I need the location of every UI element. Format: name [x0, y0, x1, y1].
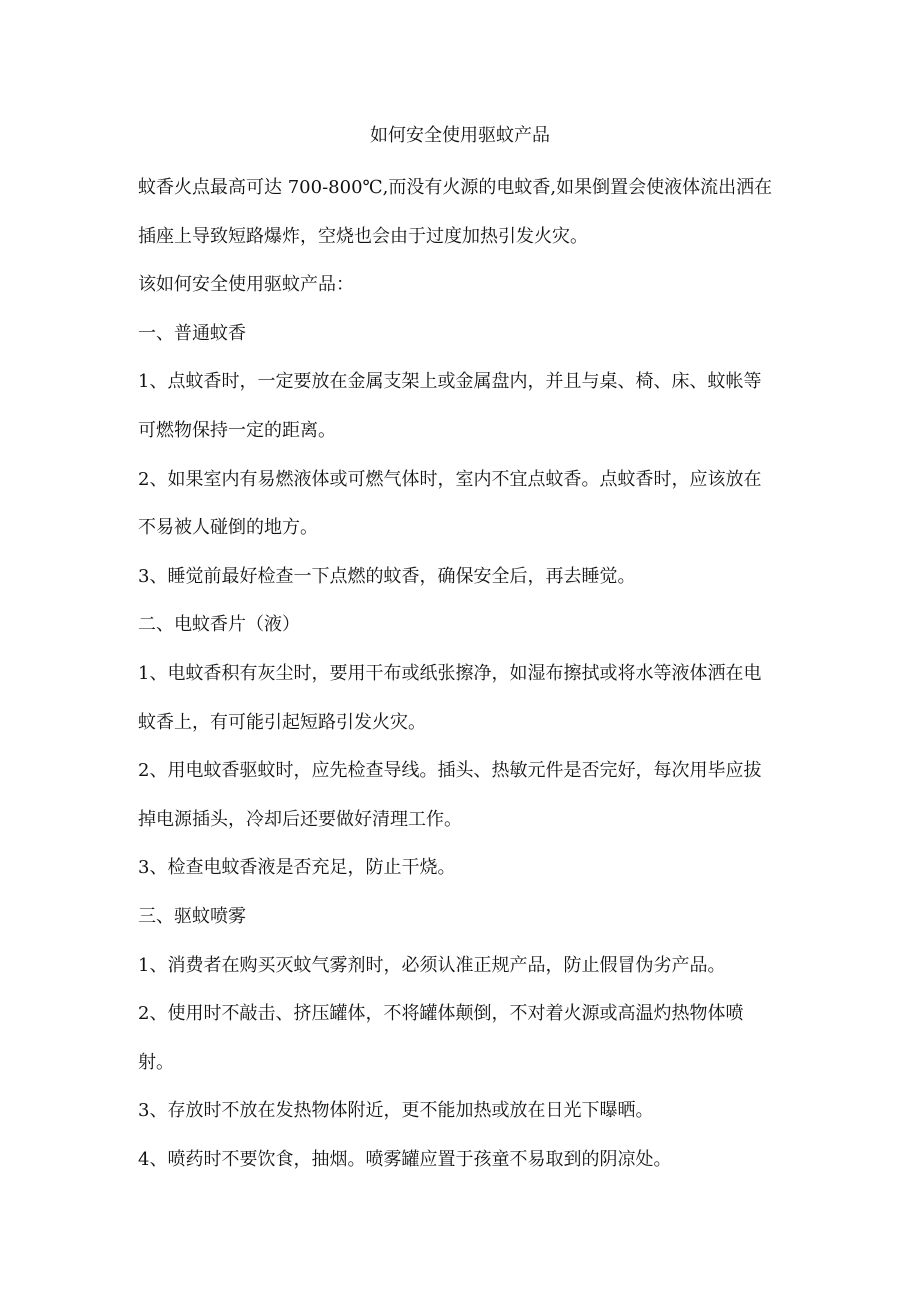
- list-item: [138, 650, 783, 747]
- section-heading-3: [138, 893, 783, 942]
- paragraph-line: 二、电蚊香片（液）: [138, 614, 300, 636]
- paragraph-line: 蚊香火点最高可达 700-800℃,而没有火源的电蚊香,如果倒置会使液体流出洒在: [138, 177, 773, 198]
- list-item: [138, 1087, 783, 1136]
- paragraph-line: 2、用电蚊香驱蚊时，应先检查导线。插头、热敏元件是否完好，每次用毕应拔: [138, 760, 762, 782]
- paragraph-line: 1、消费者在购买灭蚊气雾剂时，必须认准正规产品，防止假冒伪劣产品。: [138, 954, 726, 976]
- document-body: [138, 164, 783, 1184]
- section-heading-1: [138, 310, 783, 359]
- paragraph-line: 1、电蚊香积有灰尘时，要用干布或纸张擦净，如湿布擦拭或将水等液体洒在电: [138, 662, 762, 684]
- list-item: [138, 990, 783, 1087]
- paragraph-line: 2、使用时不敲击、挤压罐体，不将罐体颠倒，不对着火源或高温灼热物体喷: [138, 1003, 744, 1025]
- paragraph-question: [138, 261, 783, 310]
- paragraph-line: 插座上导致短路爆炸，空烧也会由于过度加热引发火灾。: [138, 225, 588, 247]
- paragraph-line: 掉电源插头，冷却后还要做好清理工作。: [138, 808, 462, 830]
- paragraph-line: 可燃物保持一定的距离。: [138, 419, 336, 441]
- paragraph-line: 蚊香上，有可能引起短路引发火灾。: [138, 711, 426, 733]
- list-item: [138, 747, 783, 844]
- paragraph-line: 4、喷药时不要饮食，抽烟。喷雾罐应置于孩童不易取到的阴凉处。: [138, 1148, 672, 1170]
- paragraph-line: 3、检查电蚊香液是否充足，防止干烧。: [138, 857, 456, 879]
- paragraph-line: 1、点蚊香时，一定要放在金属支架上或金属盘内，并且与桌、椅、床、蚊帐等: [138, 371, 762, 393]
- paragraph-line: 射。: [138, 1051, 174, 1073]
- paragraph-line: 一、普通蚊香: [138, 322, 246, 344]
- paragraph-line: 3、存放时不放在发热物体附近，更不能加热或放在日光下曝晒。: [138, 1100, 654, 1122]
- paragraph-intro: [138, 164, 783, 261]
- paragraph-line: 该如何安全使用驱蚊产品：: [138, 274, 354, 296]
- paragraph-line: 三、驱蚊喷雾: [138, 905, 246, 927]
- list-item: [138, 1136, 783, 1185]
- paragraph-line: 3、睡觉前最好检查一下点燃的蚊香，确保安全后，再去睡觉。: [138, 565, 636, 587]
- document-title: 如何安全使用驱蚊产品: [370, 125, 550, 146]
- list-item: [138, 358, 783, 455]
- paragraph-line: 2、如果室内有易燃液体或可燃气体时，室内不宜点蚊香。点蚊香时，应该放在: [138, 468, 762, 490]
- list-item: [138, 456, 783, 553]
- paragraph-line: 不易被人碰倒的地方。: [138, 517, 318, 539]
- list-item: [138, 942, 783, 991]
- list-item: [138, 553, 783, 602]
- section-heading-2: [138, 601, 783, 650]
- list-item: [138, 844, 783, 893]
